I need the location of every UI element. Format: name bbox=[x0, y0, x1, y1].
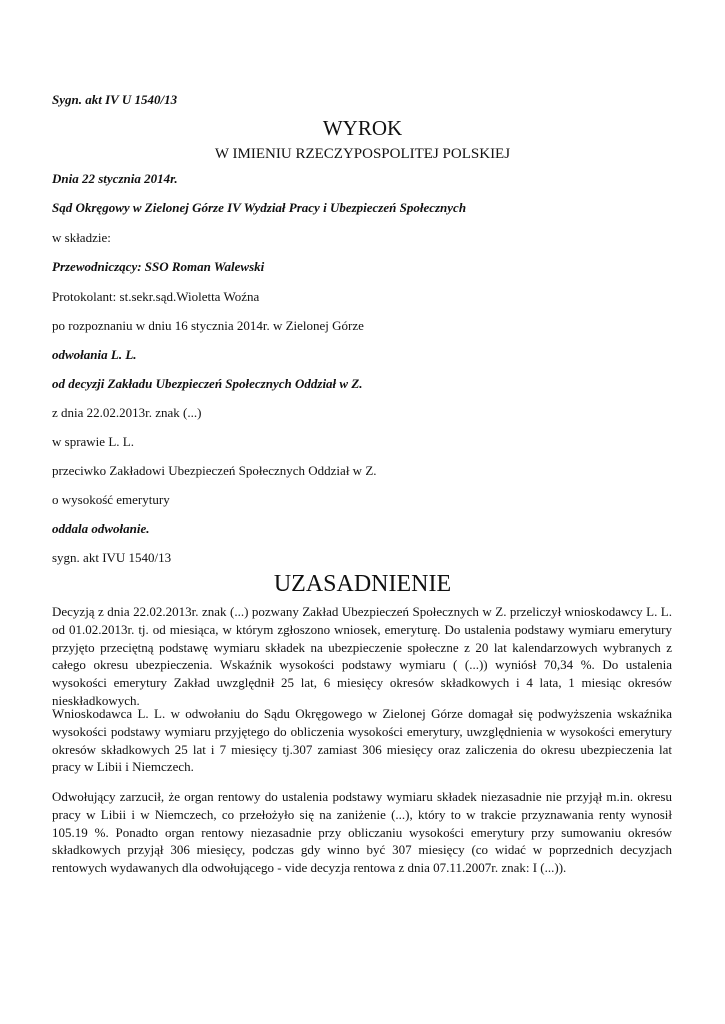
justification-paragraph-2: Wnioskodawca L. L. w odwołaniu do Sądu Okręgowego w Zielonej Górze domagał się podwyższenia wskaźnika wysokości podstawy wymiaru przyjętego do obliczenia wysokości emerytury, uwzględnienia w wysokości emerytury okresów składkowych 25 lat i 7 miesięcy tj.307 zamiast 306 miesięcy oraz zaliczenia do okresu ubezpieczenia lat pracy w Libii i Niemczech. bbox=[52, 706, 672, 775]
composition-label: w składzie: bbox=[52, 230, 111, 245]
case-signature-secondary: sygn. akt IVU 1540/13 bbox=[52, 550, 172, 565]
case-respondent: przeciwko Zakładowi Ubezpieczeń Społecznych Oddział w Z. bbox=[52, 463, 377, 478]
ruling: oddala odwołanie. bbox=[52, 521, 150, 536]
appeal-party: odwołania L. L. bbox=[52, 347, 137, 362]
presiding-judge: Przewodniczący: SSO Roman Walewski bbox=[52, 259, 265, 274]
hearing-info: po rozpoznaniu w dniu 16 stycznia 2014r. w Zielonej Górze bbox=[52, 318, 364, 333]
appealed-decision: od decyzji Zakładu Ubezpieczeń Społecznych Oddział w Z. bbox=[52, 376, 363, 391]
case-signature: Sygn. akt IV U 1540/13 bbox=[52, 92, 178, 107]
case-subject: o wysokość emerytury bbox=[52, 492, 170, 507]
judgment-date: Dnia 22 stycznia 2014r. bbox=[52, 171, 178, 186]
document-subtitle: W IMIENIU RZECZYPOSPOLITEJ POLSKIEJ bbox=[214, 146, 511, 162]
court-clerk: Protokolant: st.sekr.sąd.Wioletta Woźna bbox=[52, 289, 260, 304]
justification-paragraph-3: Odwołujący zarzucił, że organ rentowy do ustalenia podstawy wymiaru składek niezasadnie nie przyjął m.in. okresu pracy w Libii i w Niemczech, co przełożyło się na zaniżenie (...), który to w trakcie przyznawania renty wynosił 105.19 %. Ponadto organ rentowy niezasadnie przy obliczaniu wysokości emerytury przy sumowaniu okresów składkowych przyjął 306 miesięcy, podczas gdy winno być 307 miesięcy (co widać w poprzednich decyzjach rentowych wydawanych dla odwołującego - vide decyzja rentowa z dnia 07.11.2007r. znak: I (...)). bbox=[52, 789, 672, 876]
justification-heading: UZASADNIENIE bbox=[273, 571, 452, 597]
case-matter: w sprawie L. L. bbox=[52, 434, 134, 449]
document-title: WYROK bbox=[322, 116, 403, 140]
justification-paragraph-1: Decyzją z dnia 22.02.2013r. znak (...) pozwany Zakład Ubezpieczeń Społecznych w Z. przeliczył wnioskodawcy L. L. od 01.02.2013r. tj. od miesiąca, w którym zgłoszono wniosek, emeryturę. Do ustalenia podstawy wymiaru emerytury przyjęto przeciętną podstawę wymiaru składek na ubezpieczenie społeczne z 20 lat kalendarzowych wybranych z całego okresu ubezpieczenia. Wskaźnik wysokości podstawy wymiaru ( (...)) wyniósł 70,34 %. Do ustalenia wysokości emerytury Zakład uwzględnił 25 lat, 6 miesięcy okresów składkowych i 4 lata, 1 miesiąc okresów nieskładkowych. bbox=[52, 604, 672, 708]
court-name: Sąd Okręgowy w Zielonej Górze IV Wydział Pracy i Ubezpieczeń Społecznych bbox=[52, 200, 467, 215]
decision-date: z dnia 22.02.2013r. znak (...) bbox=[52, 405, 202, 420]
